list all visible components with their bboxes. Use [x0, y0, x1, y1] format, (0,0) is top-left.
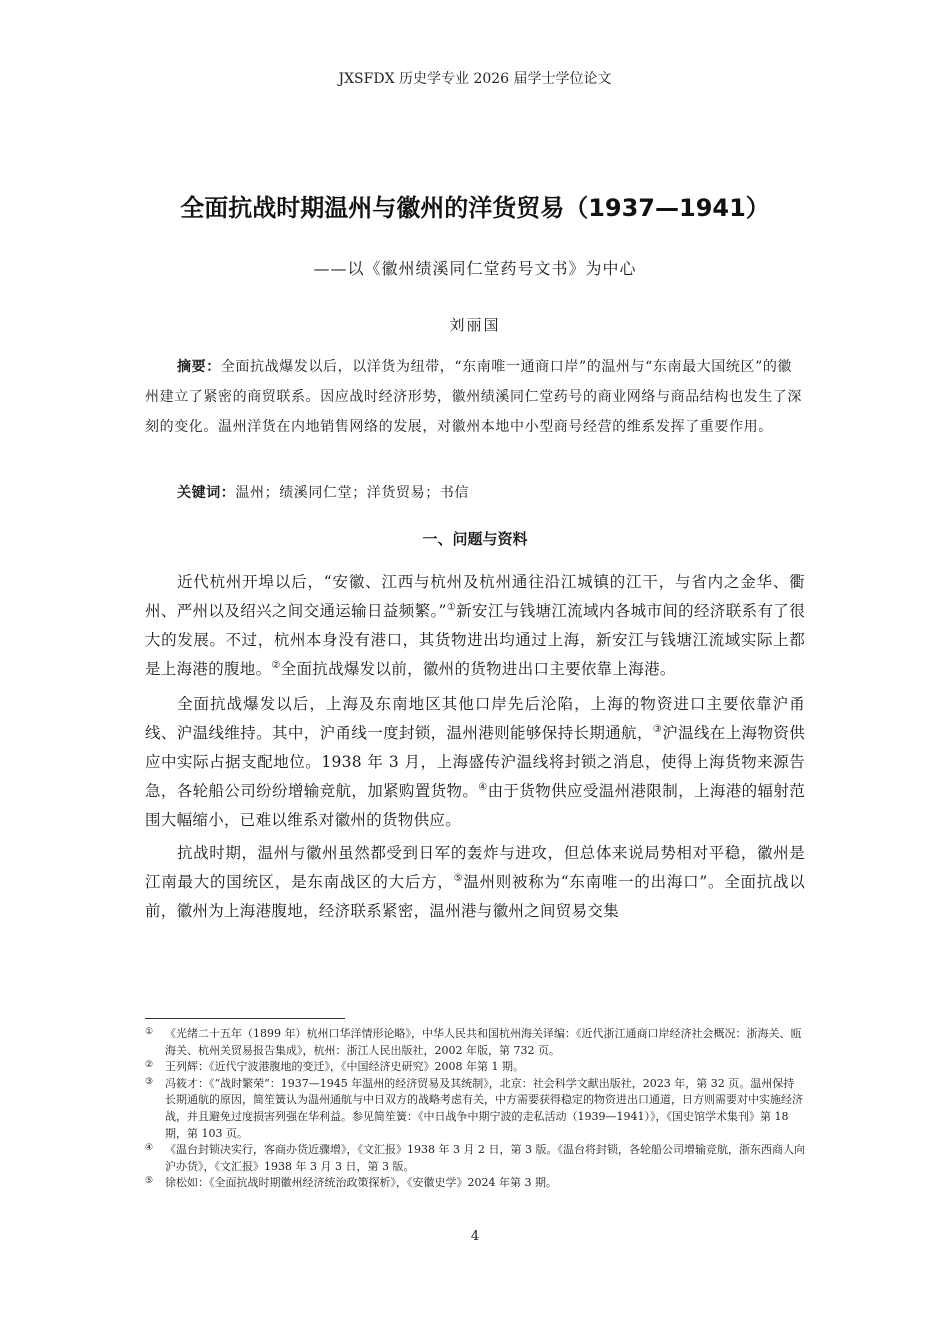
footnote-mark: ②	[145, 1060, 154, 1071]
section-heading: 一、问题与资料	[422, 530, 528, 548]
paragraph	[145, 839, 805, 926]
paragraph-text: 全面抗战爆发以后，上海及东南地区其他口岸先后沦陷，上海的物资进口主要依靠沪甬线、沪温线维持。其中，沪甬线一度封锁，温州港则能够保持长期通航，	[145, 695, 805, 742]
paper-title: 全面抗战时期温州与徽州的洋货贸易（1937—1941）	[180, 194, 770, 222]
footnotes	[145, 1026, 805, 1192]
paragraph-text: 全面抗战爆发以前，徽州的货物进出口主要依靠上海港。	[280, 660, 676, 678]
paragraph-text: 抗战时期，温州与徽州虽然都受到日军的轰炸与进攻，但总体来说局势相对平稳，徽州是江南最大的国统区，是东南战区的大后方，	[145, 844, 805, 891]
footnote-text: 《温台封锁决实行，客商办货近骤增》，《文汇报》1938 年 3 月 2 日，第 3 版。《温台将封锁，各轮船公司增输竞航，浙东西商人向沪办货》，《文汇报》1938 年 3 月 3 日，第 3 版。	[165, 1143, 805, 1173]
paragraph-text: 新安江与钱塘江流域内各城市间的经济联系有了很大的发展。不过，杭州本身没有港口，其货物进出均通过上海，新安江与钱塘江流域实际上都是上海港的腹地。	[145, 602, 805, 678]
footnote	[145, 1026, 805, 1059]
keywords	[145, 480, 805, 506]
paper-subtitle: ——以《徽州绩溪同仁堂药号文书》为中心	[313, 259, 637, 278]
footnote	[145, 1175, 805, 1192]
abstract	[145, 352, 805, 442]
paragraph	[145, 690, 805, 835]
footnote-ref[interactable]: ③	[652, 723, 663, 735]
paragraph	[145, 568, 805, 684]
footnote	[145, 1076, 805, 1142]
footnote-text: 冯筱才：《“战时繁荣”：1937—1945 年温州的经济贸易及其统制》，北京：社会科学文献出版社，2023 年，第 32 页。温州保持长期通航的原因，简笙簧认为温州通航与中日双方的战略考虑有关，中方需要获得稳定的物资进出口通道，日方则需要对中实施经济战，并且避免过度损害列强在华利益。参见简笙簧：《中日战争中期宁波的走私活动（1939—1941）》，《国史馆学术集刊》第 18 期，第 103 页。	[165, 1076, 803, 1140]
footnote-text: 徐松如：《全面抗战时期徽州经济统治政策探析》，《安徽史学》2024 年第 3 期。	[165, 1176, 557, 1190]
paragraph-text: 由于货物供应受温州港限制，上海港的辐射范围大幅缩小，已难以维系对徽州的货物供应。	[145, 782, 805, 829]
author-name: 刘丽国	[449, 316, 501, 334]
footnote-ref[interactable]: ②	[271, 659, 281, 671]
footnote-mark: ①	[145, 1027, 154, 1037]
footnote-mark: ⑤	[145, 1176, 154, 1187]
footnote-ref[interactable]: ④	[478, 781, 488, 793]
page-number: 4	[470, 1229, 480, 1244]
footnote-text: 王列辉：《近代宁波港腹地的变迁》，《中国经济史研究》2008 年第 1 期。	[165, 1060, 524, 1074]
paragraph-text: 温州则被称为“东南唯一的出海口”。全面抗战以前，徽州为上海港腹地，经济联系紧密，温州港与徽州之间贸易交集	[145, 873, 806, 920]
paragraph-text: 沪温线在上海物资供应中实际占据支配地位。1938 年 3 月，上海盛传沪温线将封锁之消息，使得上海货物来源告急，各轮船公司纷纷增输竞航，加紧购置货物。	[145, 724, 806, 800]
footnote-mark: ④	[145, 1143, 154, 1154]
footnote-ref[interactable]: ⑤	[453, 872, 464, 884]
abstract-label: 摘要：	[177, 359, 221, 375]
running-header: JXSFDX 历史学专业 2026 届学士学位论文	[338, 71, 612, 87]
footnote-text: 《光绪二十五年（1899 年）杭州口华洋情形论略》，中华人民共和国杭州海关译编：《近代浙江通商口岸经济社会概况：浙海关、瓯海关、杭州关贸易报告集成》，杭州：浙江人民出版社，2002 年版，第 732 页。	[165, 1027, 802, 1057]
paragraph-text: 近代杭州开埠以后，“安徽、江西与杭州及杭州通往沿江城镇的江干，与省内之金华、衢州、严州以及绍兴之间交通运输日益频繁。”	[145, 573, 805, 620]
abstract-text: 全面抗战爆发以后，以洋货为纽带，“东南唯一通商口岸”的温州与“东南最大国统区”的徽州建立了紧密的商贸联系。因应战时经济形势，徽州绩溪同仁堂药号的商业网络与商品结构也发生了深刻的变化。温州洋货在内地销售网络的发展，对徽州本地中小型商号经营的维系发挥了重要作用。	[145, 359, 802, 435]
body-text	[145, 568, 805, 928]
footnote	[145, 1059, 805, 1076]
footnote	[145, 1142, 805, 1175]
footnote-divider	[145, 1018, 345, 1019]
keywords-text: 温州；绩溪同仁堂；洋货贸易；书信	[235, 485, 470, 501]
footnote-ref[interactable]: ①	[446, 601, 457, 613]
keywords-label: 关键词：	[177, 485, 236, 501]
footnote-mark: ③	[145, 1076, 154, 1087]
